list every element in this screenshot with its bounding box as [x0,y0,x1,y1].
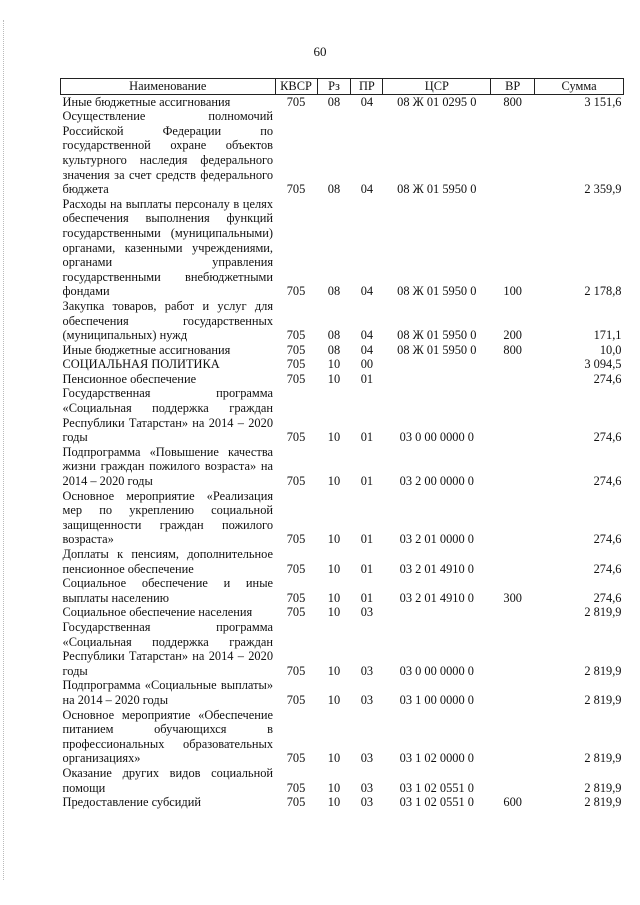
row-name: Основное мероприятие «Обеспечение питанием обучающихся в профессиональных образовательных организациях» [62,707,274,766]
row-pr: 03 [360,780,374,795]
table-row [61,489,624,547]
row-pr: 01 [360,430,374,445]
row-name: Доплаты к пенсиям, дополнительное пенсионное обеспечение [62,547,274,576]
table-row [61,386,624,444]
table-row [61,197,624,299]
table-row [61,708,624,766]
table-row [61,678,624,707]
row-rz: 10 [327,357,341,372]
row-name: Пенсионное обеспечение [62,371,197,386]
row-sum: 274,6 [593,532,622,547]
row-vr: 100 [503,284,522,299]
header-vr: ВР [491,79,535,95]
row-vr [491,766,535,795]
row-kvsr: 705 [286,795,306,810]
row-rz: 10 [327,371,341,386]
row-vr: 300 [503,590,522,605]
row-pr: 03 [360,605,374,620]
row-name: Государственная программа «Социальная поддержка граждан Республики Татарстан» на 2014 – 2020 годы [62,386,274,445]
table-row [61,547,624,576]
row-sum: 2 819,9 [584,751,622,766]
row-kvsr: 705 [286,357,306,372]
row-sum: 2 819,9 [584,692,622,707]
row-pr: 00 [360,357,374,372]
row-kvsr: 705 [286,605,306,620]
row-rz: 08 [327,328,341,343]
row-csr: 03 0 00 0000 0 [399,430,474,445]
row-sum: 2 819,9 [584,605,622,620]
row-pr: 01 [360,532,374,547]
row-rz: 10 [327,692,341,707]
header-sum: Сумма [535,79,624,95]
row-vr [491,620,535,678]
row-sum: 2 819,9 [584,663,622,678]
table-header-row [61,79,624,95]
row-pr: 04 [360,182,374,197]
row-vr: 600 [503,795,522,810]
row-sum: 2 819,9 [584,780,622,795]
row-rz: 10 [327,780,341,795]
row-csr: 08 Ж 01 5950 0 [397,182,477,197]
row-rz: 10 [327,430,341,445]
row-sum: 3 094,5 [584,357,622,372]
row-kvsr: 705 [286,94,306,109]
row-vr [491,605,535,620]
row-name: Подпрограмма «Повышение качества жизни граждан пожилого возраста» на 2014 – 2020 годы [62,444,274,489]
table-row [61,605,624,620]
header-name: Наименование [61,79,276,95]
table-row [61,109,624,197]
row-pr: 03 [360,663,374,678]
row-kvsr: 705 [286,663,306,678]
row-kvsr: 705 [286,532,306,547]
row-csr: 03 2 01 4910 0 [399,561,474,576]
row-vr [491,708,535,766]
row-csr: 03 1 00 0000 0 [399,692,474,707]
table-row [61,576,624,605]
row-csr: 08 Ж 01 0295 0 [397,94,477,109]
row-csr: 03 1 02 0000 0 [399,751,474,766]
row-vr [491,386,535,444]
row-kvsr: 705 [286,284,306,299]
row-csr: 08 Ж 01 5950 0 [397,328,477,343]
row-sum: 274,6 [593,474,622,489]
row-name: Закупка товаров, работ и услуг для обеспечения государственных (муниципальных) нужд [62,298,274,343]
row-pr: 03 [360,692,374,707]
row-vr [491,357,535,372]
row-pr: 03 [360,751,374,766]
row-name: Социальное обеспечение и иные выплаты населению [62,576,274,605]
row-rz: 08 [327,182,341,197]
row-pr: 01 [360,561,374,576]
table-row [61,620,624,678]
row-name: Подпрограмма «Социальные выплаты» на 2014 – 2020 годы [62,678,274,707]
row-kvsr: 705 [286,751,306,766]
row-name: Социальное обеспечение населения [62,605,253,620]
row-csr: 08 Ж 01 5950 0 [397,284,477,299]
row-name: Иные бюджетные ассигнования [62,94,231,109]
row-rz: 10 [327,663,341,678]
row-kvsr: 705 [286,561,306,576]
row-kvsr: 705 [286,371,306,386]
table-row [61,94,624,109]
row-kvsr: 705 [286,692,306,707]
row-rz: 08 [327,284,341,299]
header-csr: ЦСР [383,79,491,95]
row-name: Расходы на выплаты персоналу в целях обеспечения выполнения функций государственными (муниципальными) органами, казенными учреждениями, органами управления государственными внебюджетными фондами [62,196,274,299]
row-kvsr: 705 [286,342,306,357]
row-rz: 10 [327,795,341,810]
row-vr: 800 [503,94,522,109]
table-row [61,299,624,343]
row-pr: 04 [360,328,374,343]
row-rz: 10 [327,561,341,576]
row-name: Предоставление субсидий [62,795,201,810]
row-csr: 03 1 02 0551 0 [399,780,474,795]
row-vr [491,547,535,576]
row-vr [491,109,535,197]
row-csr: 03 0 00 0000 0 [399,663,474,678]
row-csr: 03 2 00 0000 0 [399,474,474,489]
row-kvsr: 705 [286,430,306,445]
row-csr [383,605,491,620]
row-kvsr: 705 [286,182,306,197]
row-name: Оказание других видов социальной помощи [62,765,274,795]
row-name: Иные бюджетные ассигнования [62,342,231,357]
row-rz: 08 [327,342,341,357]
table-row [61,445,624,489]
table-body [61,94,624,810]
row-sum: 274,6 [593,590,622,605]
row-name: Осуществление полномочий Российской Федерации по государственной охране объектов культурного наследия федерального значения за счет средств федерального бюджета [62,109,274,197]
margin-dotted-line [3,20,6,880]
header-kvsr: КВСР [275,79,317,95]
row-csr: 03 1 02 0551 0 [399,795,474,810]
table-row [61,357,624,372]
row-sum: 274,6 [593,371,622,386]
row-rz: 10 [327,532,341,547]
row-vr [491,489,535,547]
row-csr: 03 2 01 0000 0 [399,532,474,547]
row-rz: 08 [327,94,341,109]
header-pr: ПР [351,79,383,95]
row-csr: 08 Ж 01 5950 0 [397,342,477,357]
row-rz: 10 [327,474,341,489]
row-name: СОЦИАЛЬНАЯ ПОЛИТИКА [62,357,220,372]
row-sum: 2 819,9 [584,795,622,810]
row-kvsr: 705 [286,590,306,605]
row-pr: 04 [360,342,374,357]
budget-table [60,78,624,810]
table-row [61,766,624,795]
row-name: Государственная программа «Социальная поддержка граждан Республики Татарстан» на 2014 – 2020 годы [62,619,274,678]
row-pr: 03 [360,795,374,810]
row-sum: 171,1 [593,328,622,343]
row-sum: 3 151,6 [584,94,622,109]
page-number: 60 [313,44,327,59]
row-name: Основное мероприятие «Реализация мер по укреплению социальной защищенности граждан пожилого возраста» [62,488,274,547]
header-rz: Рз [317,79,351,95]
row-csr [383,372,491,387]
row-csr [383,357,491,372]
row-pr: 04 [360,284,374,299]
row-kvsr: 705 [286,780,306,795]
row-vr [491,678,535,707]
row-pr: 04 [360,94,374,109]
row-kvsr: 705 [286,474,306,489]
table-row [61,343,624,358]
table-row [61,795,624,810]
row-vr: 800 [503,342,522,357]
row-sum: 10,0 [599,342,622,357]
row-vr: 200 [503,328,522,343]
row-pr: 01 [360,590,374,605]
row-sum: 274,6 [593,561,622,576]
row-kvsr: 705 [286,328,306,343]
row-csr: 03 2 01 4910 0 [399,590,474,605]
row-rz: 10 [327,751,341,766]
row-sum: 274,6 [593,430,622,445]
row-vr [491,445,535,489]
row-vr [491,372,535,387]
row-sum: 2 178,8 [584,284,622,299]
row-rz: 10 [327,590,341,605]
row-sum: 2 359,9 [584,182,622,197]
row-pr: 01 [360,371,374,386]
row-pr: 01 [360,474,374,489]
table-row [61,372,624,387]
row-rz: 10 [327,605,341,620]
